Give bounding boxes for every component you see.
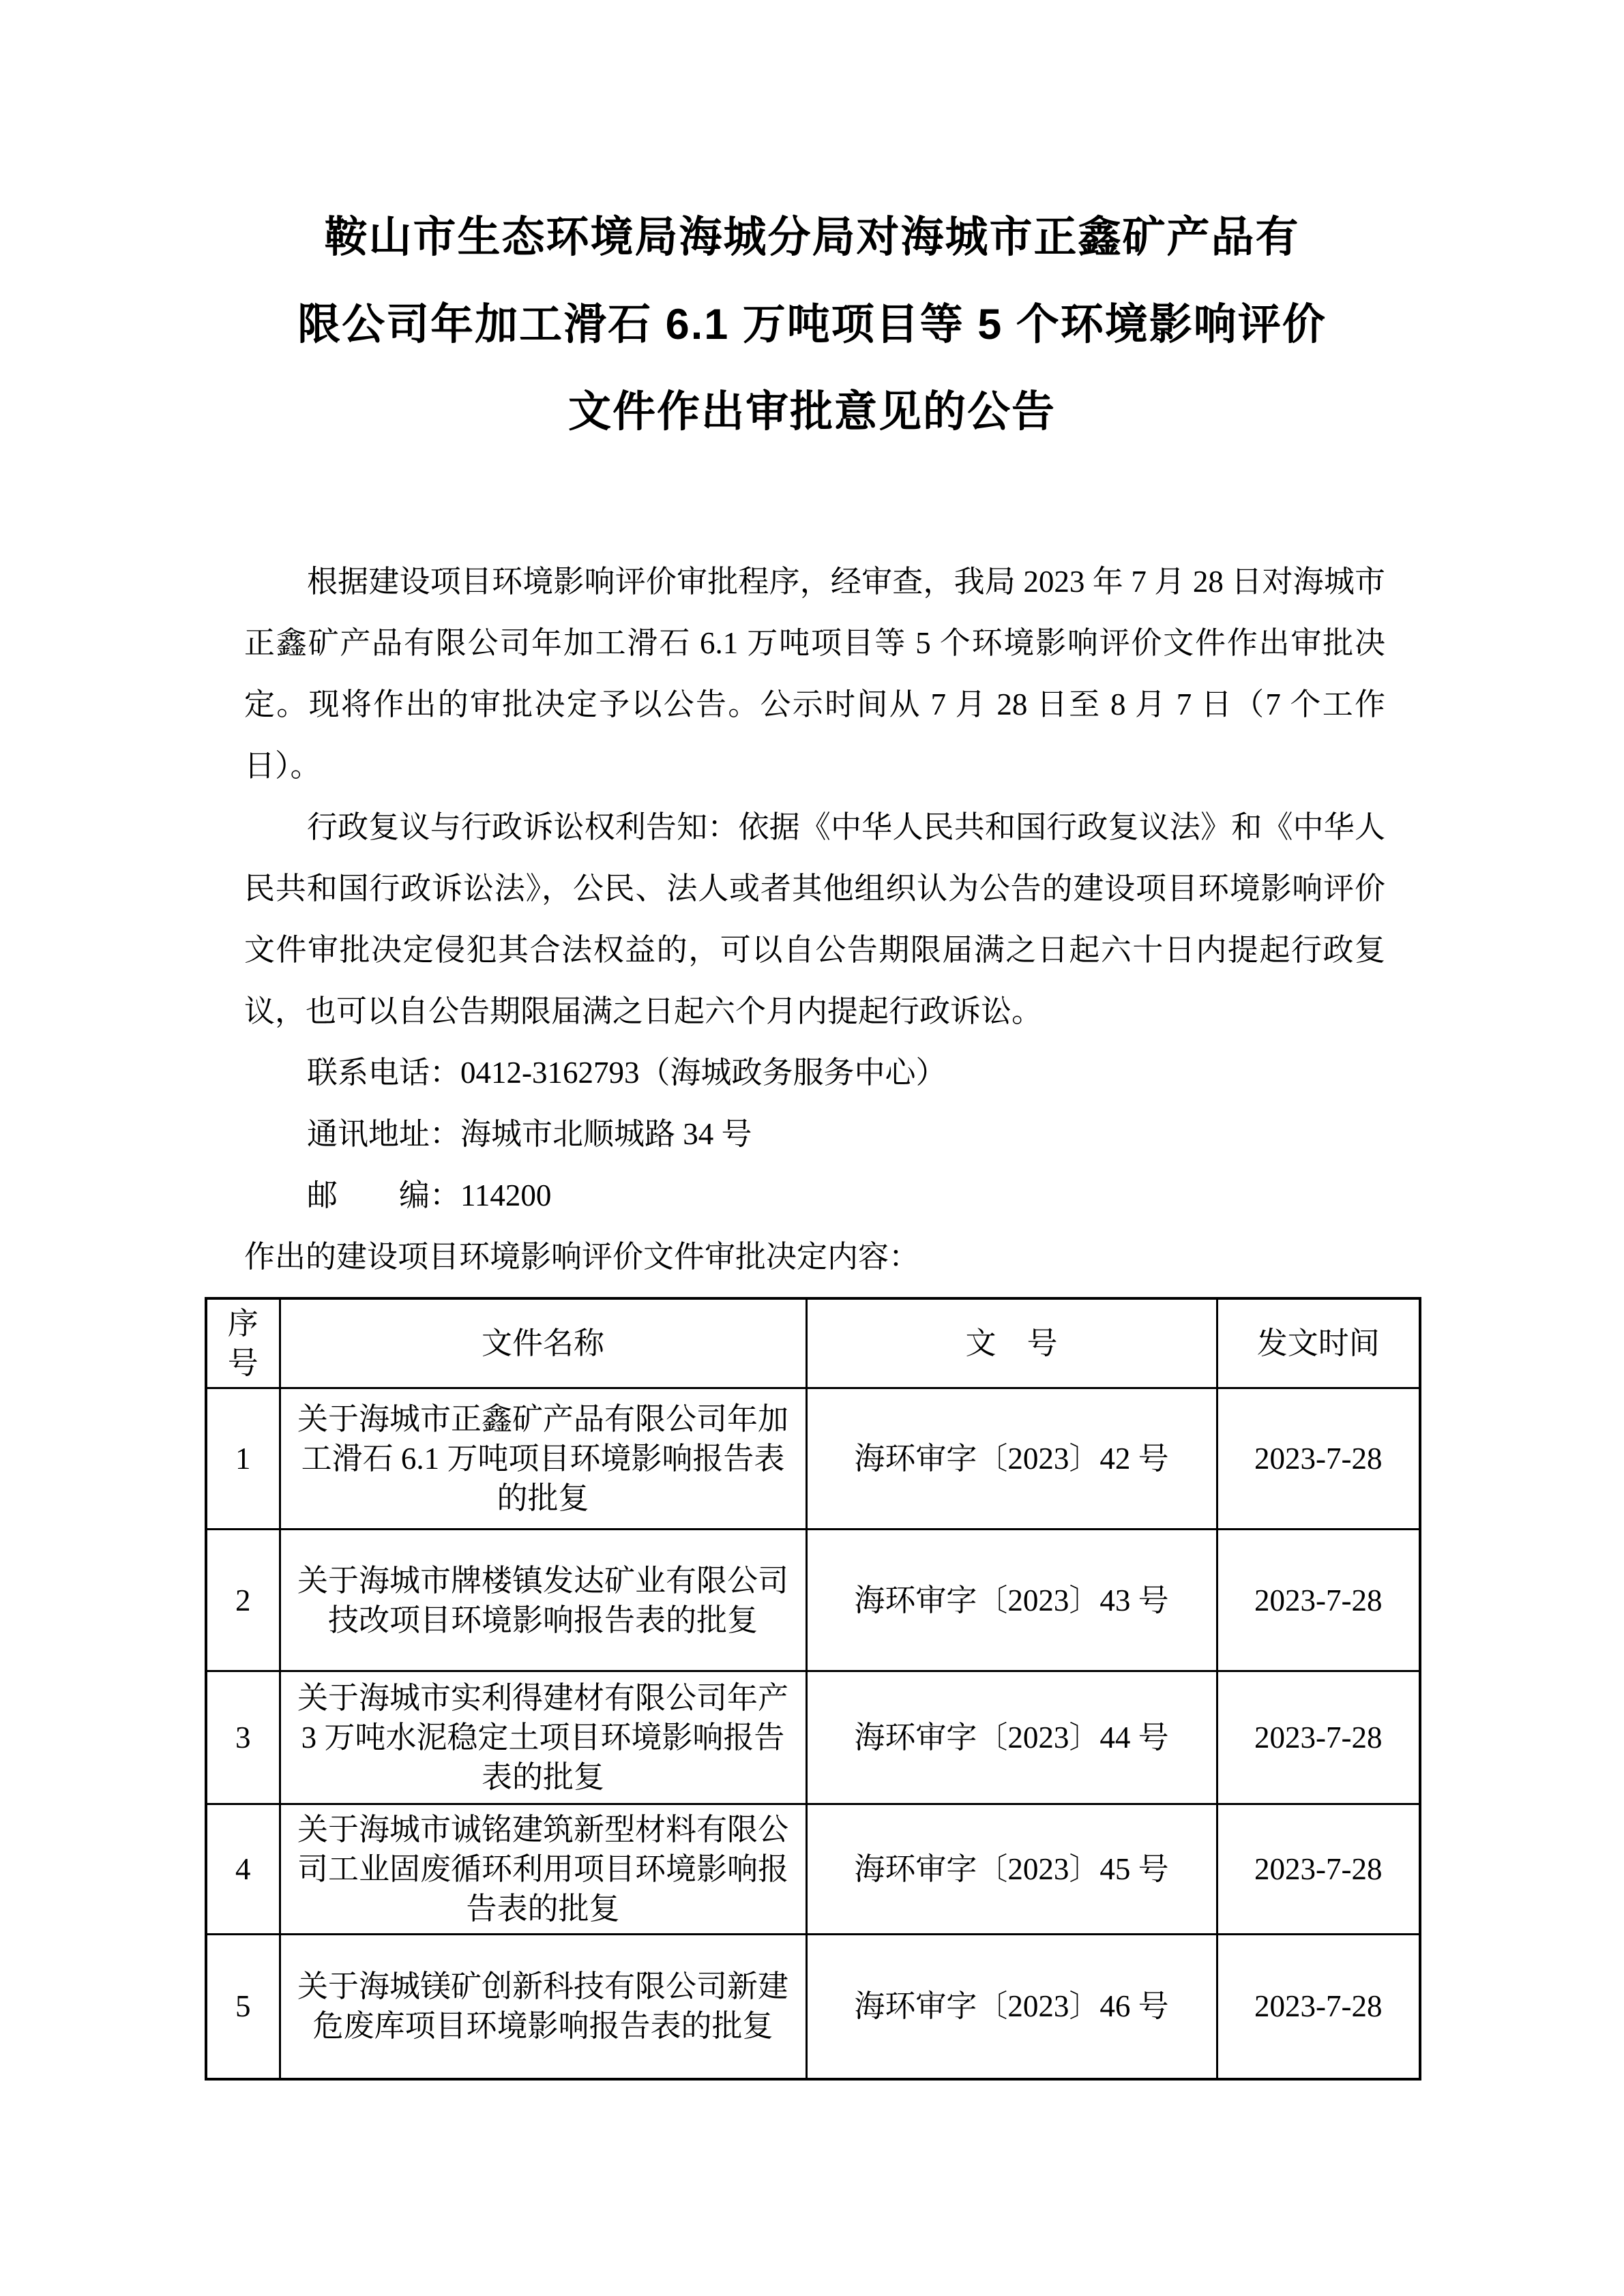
cell-file-name: 关于海城市正鑫矿产品有限公司年加工滑石 6.1 万吨项目环境影响报告表的批复 — [280, 1388, 806, 1530]
header-serial-number: 序号 — [206, 1298, 280, 1388]
table-row — [206, 1935, 1420, 2079]
table-header-row — [206, 1298, 1420, 1388]
cell-file-name: 关于海城市实利得建材有限公司年产 3 万吨水泥稳定土项目环境影响报告表的批复 — [280, 1671, 806, 1804]
cell-serial-number: 1 — [206, 1388, 280, 1530]
cell-document-number: 海环审字〔2023〕44 号 — [806, 1671, 1217, 1804]
header-file-name: 文件名称 — [280, 1298, 806, 1388]
cell-file-name: 关于海城市牌楼镇发达矿业有限公司技改项目环境影响报告表的批复 — [280, 1530, 806, 1671]
contact-zip-line: 邮 编：114200 — [307, 1178, 552, 1212]
cell-issue-date: 2023-7-28 — [1217, 1530, 1420, 1671]
cell-serial-number: 2 — [206, 1530, 280, 1671]
document-body — [244, 551, 1385, 1287]
header-document-number: 文 号 — [806, 1298, 1217, 1388]
contact-address-line: 通讯地址：海城市北顺城路 34 号 — [307, 1117, 752, 1151]
paragraph-legal-rights: 行政复议与行政诉讼权利告知：依据《中华人民共和国行政复议法》和《中华人民共和国行政诉讼法》，公民、法人或者其他组织认为公告的建设项目环境影响评价文件审批决定侵犯其合法权益的，可以自公告期限届满之日起六十日内提起行政复议，也可以自公告期限届满之日起六个月内提起行政诉讼。 — [244, 810, 1385, 1028]
cell-document-number: 海环审字〔2023〕43 号 — [806, 1530, 1217, 1671]
cell-document-number: 海环审字〔2023〕46 号 — [806, 1935, 1217, 2079]
cell-document-number: 海环审字〔2023〕42 号 — [806, 1388, 1217, 1530]
table-row — [206, 1804, 1420, 1935]
cell-document-number: 海环审字〔2023〕45 号 — [806, 1804, 1217, 1935]
approval-table-body — [206, 1388, 1420, 2079]
title-line-2: 限公司年加工滑石 6.1 万吨项目等 5 个环境影响评价 — [297, 301, 1327, 348]
table-row — [206, 1388, 1420, 1530]
paragraph-approval-notice: 根据建设项目环境影响评价审批程序，经审查，我局 2023 年 7 月 28 日对海城市正鑫矿产品有限公司年加工滑石 6.1 万吨项目等 5 个环境影响评价文件作出审批决定。现将作出的审批决定予以公告。公示时间从 7 月 28 日至 8 月 7 日（7 个工作日）。 — [244, 565, 1385, 783]
table-row — [206, 1530, 1420, 1671]
cell-issue-date: 2023-7-28 — [1217, 1388, 1420, 1530]
document-title — [171, 194, 1453, 456]
title-line-1: 鞍山市生态环境局海城分局对海城市正鑫矿产品有 — [324, 213, 1300, 261]
cell-serial-number: 4 — [206, 1804, 280, 1935]
approval-table — [205, 1297, 1421, 2081]
cell-file-name: 关于海城市诚铭建筑新型材料有限公司工业固废循环利用项目环境影响报告表的批复 — [280, 1804, 806, 1935]
cell-issue-date: 2023-7-28 — [1217, 1804, 1420, 1935]
cell-issue-date: 2023-7-28 — [1217, 1935, 1420, 2079]
cell-file-name: 关于海城镁矿创新科技有限公司新建危废库项目环境影响报告表的批复 — [280, 1935, 806, 2079]
cell-issue-date: 2023-7-28 — [1217, 1671, 1420, 1804]
title-line-3: 文件作出审批意见的公告 — [568, 388, 1056, 436]
cell-serial-number: 5 — [206, 1935, 280, 2079]
header-issue-date: 发文时间 — [1217, 1298, 1420, 1388]
table-row — [206, 1671, 1420, 1804]
table-intro-line: 作出的建设项目环境影响评价文件审批决定内容： — [244, 1240, 920, 1274]
contact-phone-line: 联系电话：0412-3162793（海城政务服务中心） — [307, 1056, 947, 1090]
cell-serial-number: 3 — [206, 1671, 280, 1804]
